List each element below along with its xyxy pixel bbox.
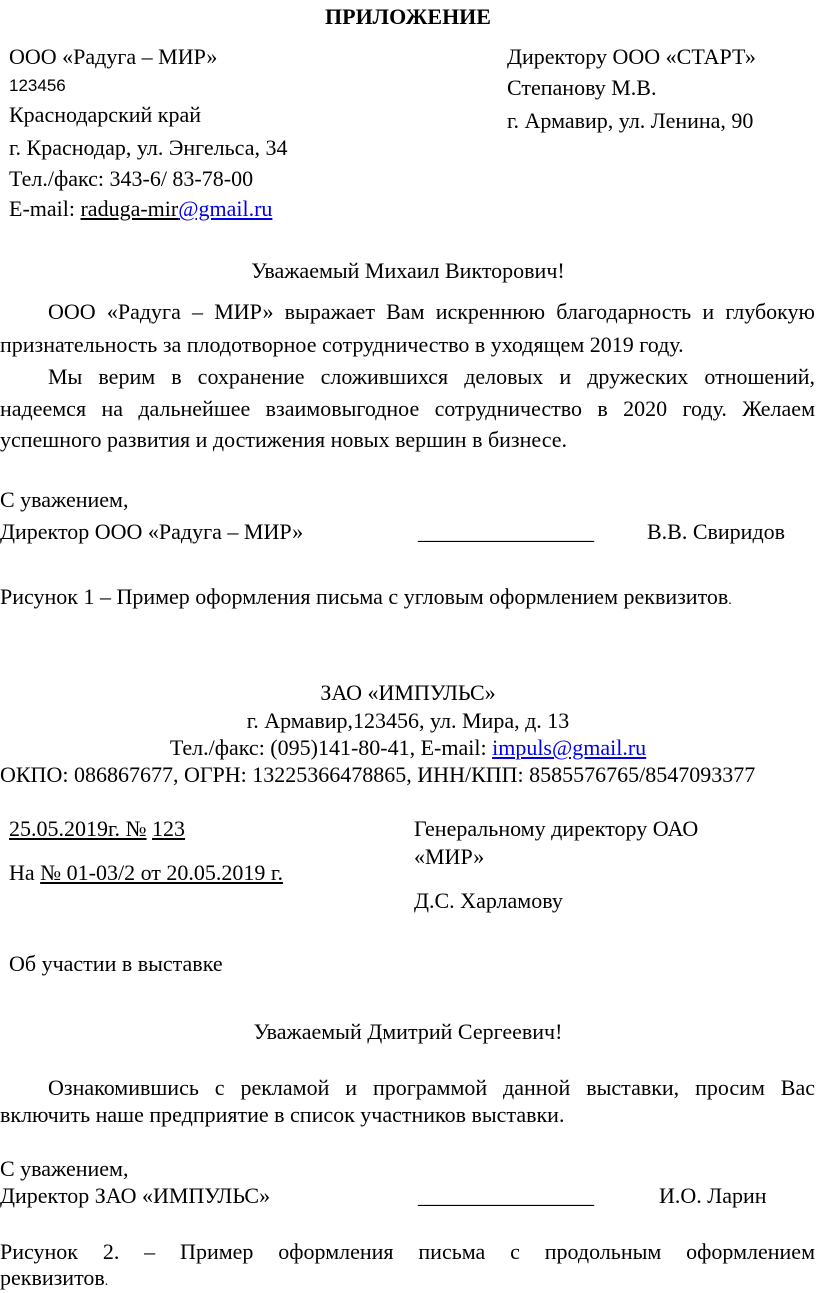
figure1-caption-text: Рисунок 1 – Пример оформления письма с угловым оформлением реквизитов bbox=[0, 584, 729, 609]
letter2-recipient-line2: «МИР» bbox=[414, 844, 485, 869]
figure1-caption-dot: . bbox=[728, 593, 732, 608]
letter1-p2-line1: Мы верим в сохранение сложившихся деловых и дружеских отношений, bbox=[48, 364, 815, 389]
email-user: raduga-mir bbox=[80, 196, 179, 221]
figure2-caption-line2 bbox=[0, 1267, 108, 1289]
letter2-body-line1: Ознакомившись с рекламой и программой данной выставки, просим Вас bbox=[48, 1075, 815, 1100]
sender-address: г. Краснодар, ул. Энгельса, 34 bbox=[9, 135, 288, 160]
letter1-closing: С уважением, bbox=[0, 487, 129, 512]
letter2-org: ЗАО «ИМПУЛЬС» bbox=[320, 680, 496, 705]
recipient-line3: г. Армавир, ул. Ленина, 90 bbox=[507, 108, 754, 133]
letter2-subject: Об участии в выставке bbox=[9, 951, 223, 976]
letter2-closing: С уважением, bbox=[0, 1156, 129, 1181]
letter2-recipient-line1: Генеральному директору ОАО bbox=[414, 816, 699, 841]
letter1-p2-line2: надеемся на дальнейшее взаимовыгодное сотрудничество в 2020 году. Желаем bbox=[0, 396, 815, 421]
letter2-signer-name: И.О. Ларин bbox=[659, 1183, 767, 1208]
letter2-email-link[interactable]: impuls@gmail.ru bbox=[492, 735, 647, 760]
figure2-caption-dot: . bbox=[104, 1274, 109, 1289]
sender-phone: Тел./факс: 343-6/ 83-78-00 bbox=[9, 166, 254, 191]
letter2-reply-ref bbox=[9, 862, 283, 884]
letter1-salutation: Уважаемый Михаил Викторович! bbox=[251, 258, 565, 283]
letter2-address: г. Армавир,123456, ул. Мира, д. 13 bbox=[246, 708, 570, 733]
letter2-reply-number: № 01-03/2 от 20.05.2019 г. bbox=[40, 860, 283, 885]
letter1-signer-title: Директор ООО «Радуга – МИР» bbox=[0, 519, 304, 544]
letter2-recipient-line3: Д.С. Харламову bbox=[414, 888, 563, 913]
letter2-date: 25.05.2019г. № bbox=[9, 816, 147, 841]
sender-region: Краснодарский край bbox=[9, 102, 202, 127]
letter2-body-line2: включить наше предприятие в список участников выставки. bbox=[0, 1102, 565, 1127]
letter2-contact-prefix: Тел./факс: (095)141-80-41, E-mail: bbox=[169, 735, 493, 760]
letter2-signer-title: Директор ЗАО «ИМПУЛЬС» bbox=[0, 1183, 271, 1208]
figure2-caption-text: реквизитов bbox=[0, 1265, 105, 1290]
sender-name: ООО «Радуга – МИР» bbox=[9, 44, 218, 69]
sender-email bbox=[9, 198, 272, 220]
letter2-signature-line: ________________ bbox=[418, 1183, 594, 1208]
letter2-contacts bbox=[0, 737, 816, 759]
figure1-caption bbox=[0, 586, 732, 608]
letter2-date-number bbox=[9, 818, 185, 840]
email-domain-link[interactable]: @gmail.ru bbox=[178, 196, 273, 221]
figure2-caption-line1: Рисунок 2. – Пример оформления письма с продольным оформлением bbox=[0, 1239, 815, 1264]
letter1-p2-line3: успешного развития и достижения новых вершин в бизнесе. bbox=[0, 427, 568, 452]
recipient-line1: Директору ООО «СТАРТ» bbox=[507, 44, 756, 69]
page-heading: ПРИЛОЖЕНИЕ bbox=[325, 4, 491, 29]
letter2-number: 123 bbox=[152, 816, 186, 841]
letter2-reply-prefix: На bbox=[9, 860, 41, 885]
letter2-codes: ОКПО: 086867677, ОГРН: 13225366478865, ИНН/КПП: 8585576765/8547093377 bbox=[0, 762, 756, 787]
letter2-salutation: Уважаемый Дмитрий Сергеевич! bbox=[253, 1019, 563, 1044]
recipient-line2: Степанову М.В. bbox=[507, 75, 657, 100]
letter1-p1-line1: ООО «Радуга – МИР» выражает Вам искреннюю благодарность и глубокую bbox=[48, 299, 815, 324]
letter1-p1-line2: признательность за плодотворное сотрудничество в уходящем 2019 году. bbox=[0, 332, 684, 357]
letter1-signature-line: ________________ bbox=[418, 519, 594, 544]
email-label: E-mail: bbox=[9, 196, 81, 221]
letter1-signer-name: В.В. Свиридов bbox=[647, 519, 786, 544]
sender-index: 123456 bbox=[9, 76, 66, 95]
